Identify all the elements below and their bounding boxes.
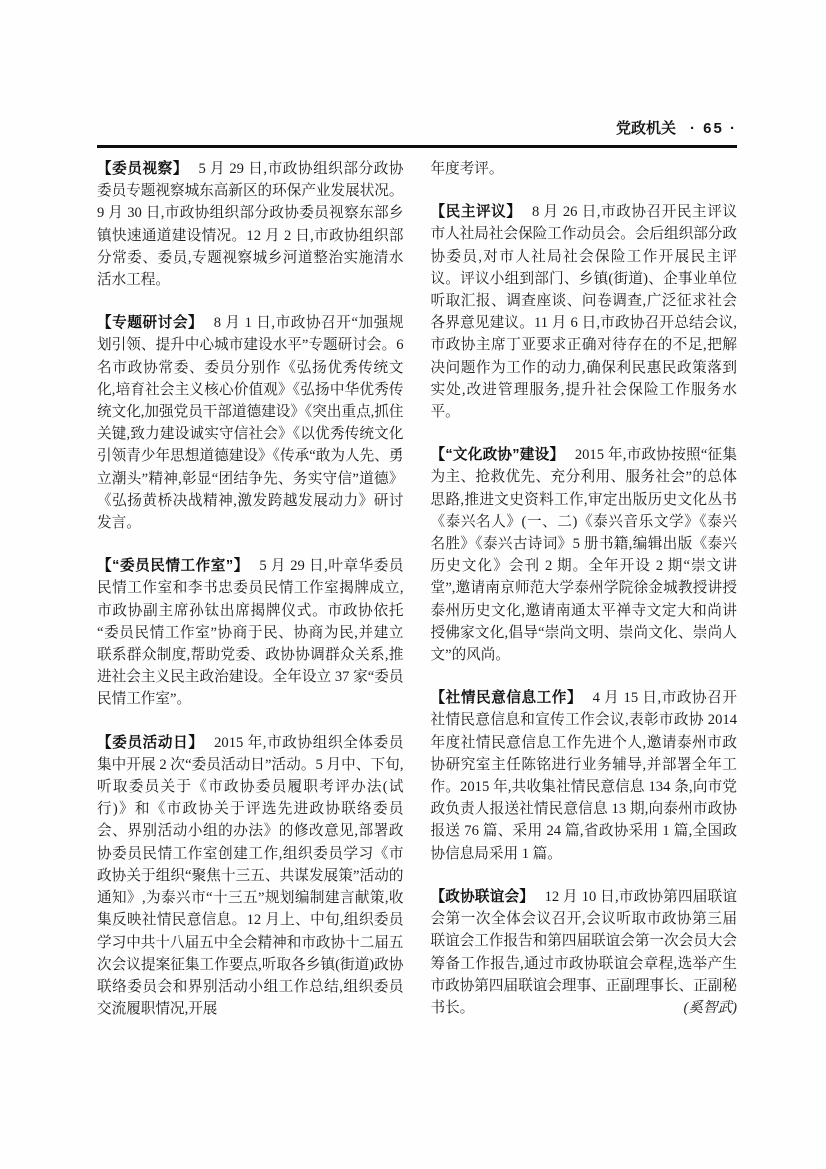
entry-title: 【政协联谊会】 (430, 888, 535, 905)
page-number-marker: · 65 · (689, 120, 737, 137)
entry-text: 2015 年,市政协组织全体委员集中开展 2 次“委员活动日”活动。5 月中、下旬,听取委员关于《市政协委员履职考评办法(试行)》和《市政协关于评选先进政协联络委员会、界别活动小组的办法》的修改意见,部署政协委员民情工作室创建工作,组织委员学习《市政协关于组织“聚焦十三五、共谋发展策”活动的通知》,为泰兴市“十三五”规划编制建言献策,收集反映社情民意信息。12 月上、中旬,组织委员学习中共十八届五中全会精神和市政协十二届五次会议提案征集工作要点,听取各乡镇(街道)政协联络委员会和界别活动小组工作总结,组织委员交流履职情况,开展 (97, 734, 404, 1018)
entry-public-opinion-information (431, 687, 738, 865)
entry-text: 12 月 10 日,市政协第四届联谊会第一次全体会议召开,会议听取市政协第三届联谊会工作报告和第四届联谊会第一次会员大会筹备工作报告,通过市政协联谊会章程,选举产生市政协第四届联谊会理事、正副理事长、正副秘书长。 (430, 888, 737, 1016)
entry-title: 【委员活动日】 (97, 734, 204, 751)
header-rule (97, 145, 737, 148)
entry-cppcc-friendship-association (431, 886, 738, 1019)
entry-text: 4 月 15 日,市政协召开社情民意信息和宣传工作会议,表彰市政协 2014 年度社情民意信息工作先进个人,邀请泰州市政协研究室主任陈铭进行业务辅导,并部署全年工作。2015 年,共收集社情民意信息 134 条,向市党政负责人报送社情民意信息 13 期,向泰州市政协报送 76 篇、采用 24 篇,省政协采用 1 篇,全国政协信息局采用 1 篇。 (430, 690, 737, 862)
entry-title: 【社情民意信息工作】 (430, 690, 583, 707)
running-head (97, 120, 737, 138)
entry-title: 【“文化政协”建设】 (430, 447, 565, 464)
entry-text: 8 月 1 日,市政协召开“加强规划引领、提升中心城市建设水平”专题研讨会。6 名市政协常委、委员分别作《弘扬优秀传统文化,培育社会主义核心价值观》《弘扬中华优秀传统文化,加强党员干部道德建设》《突出重点,抓住关键,致力建设诚实守信社会》《以优秀传统文化引领青少年思想道德建设》《传承“敢为人先、勇立潮头”精神,彰显“团结争先、务实守信”道德》《弘扬黄桥决战精神,激发跨越发展动力》研讨发言。 (97, 315, 404, 532)
entry-title: 【民主评议】 (430, 204, 522, 221)
entry-public-sentiment-studio (97, 555, 404, 710)
column-left (97, 158, 404, 1020)
entry-title: 【委员视察】 (97, 161, 188, 177)
entry-continuation (431, 158, 738, 180)
entry-special-symposium (97, 312, 404, 534)
column-right (431, 158, 738, 1020)
author-signature: (奚智武) (683, 999, 737, 1016)
entry-title: 【“委员民情工作室”】 (97, 558, 249, 575)
entry-text: 8 月 26 日,市政协召开民主评议市人社局社会保险工作动员会。会后组织部分政协委员,对市人社局社会保险工作开展民主评议。评议小组到部门、乡镇(街道)、企事业单位听取汇报、调查座谈、问卷调查,广泛征求社会各界意见建议。11 月 6 日,市政协召开总结会议,市政协主席丁亚要求正确对待存在的不足,把解决问题作为工作的动力,确保利民惠民政策落到实处,改进管理服务,提升社会保险工作服务水平。 (430, 204, 737, 421)
entry-text: 年度考评。 (430, 161, 504, 177)
entry-member-activity-day (97, 732, 404, 1021)
entry-text: 5 月 29 日,叶章华委员民情工作室和李书忠委员民情工作室揭牌成立,市政协副主席孙钛出席揭牌仪式。市政协依托“委员民情工作室”协商于民、协商为民,并建立联系群众制度,帮助党委、政协协调群众关系,推进社会主义民主政治建设。全年设立 37 家“委员民情工作室”。 (97, 558, 404, 708)
running-head-section: 党政机关 (615, 120, 676, 137)
entry-democratic-appraisal (431, 201, 738, 423)
entry-cultural-cppcc-construction (431, 444, 738, 666)
entry-text: 2015 年,市政协按照“征集为主、抢救优先、充分利用、服务社会”的总体思路,推进文史资料工作,审定出版历史文化丛书《泰兴名人》(一、二)《泰兴音乐文学》《泰兴名胜》《泰兴古诗词》5 册书籍,编辑出版《泰兴历史文化》会刊 2 期。全年开设 2 期“崇文讲堂”,邀请南京师范大学泰州学院徐金城教授讲授泰州历史文化,邀请南通太平禅寺文定大和尚讲授佛家文化,倡导“崇尚文明、崇尚文化、崇尚人文”的风尚。 (430, 447, 737, 664)
entry-title: 【专题研讨会】 (97, 315, 204, 332)
entry-text: 5 月 29 日,市政协组织部分政协委员专题视察城东高新区的环保产业发展状况。9 月 30 日,市政协组织部分政协委员视察东部乡镇快速通道建设情况。12 月 2 日,市政协组织部分常委、委员,专题视察城乡河道整治实施清水活水工程。 (97, 161, 404, 289)
entry-committee-inspection (97, 158, 404, 291)
text-columns (97, 158, 737, 1020)
